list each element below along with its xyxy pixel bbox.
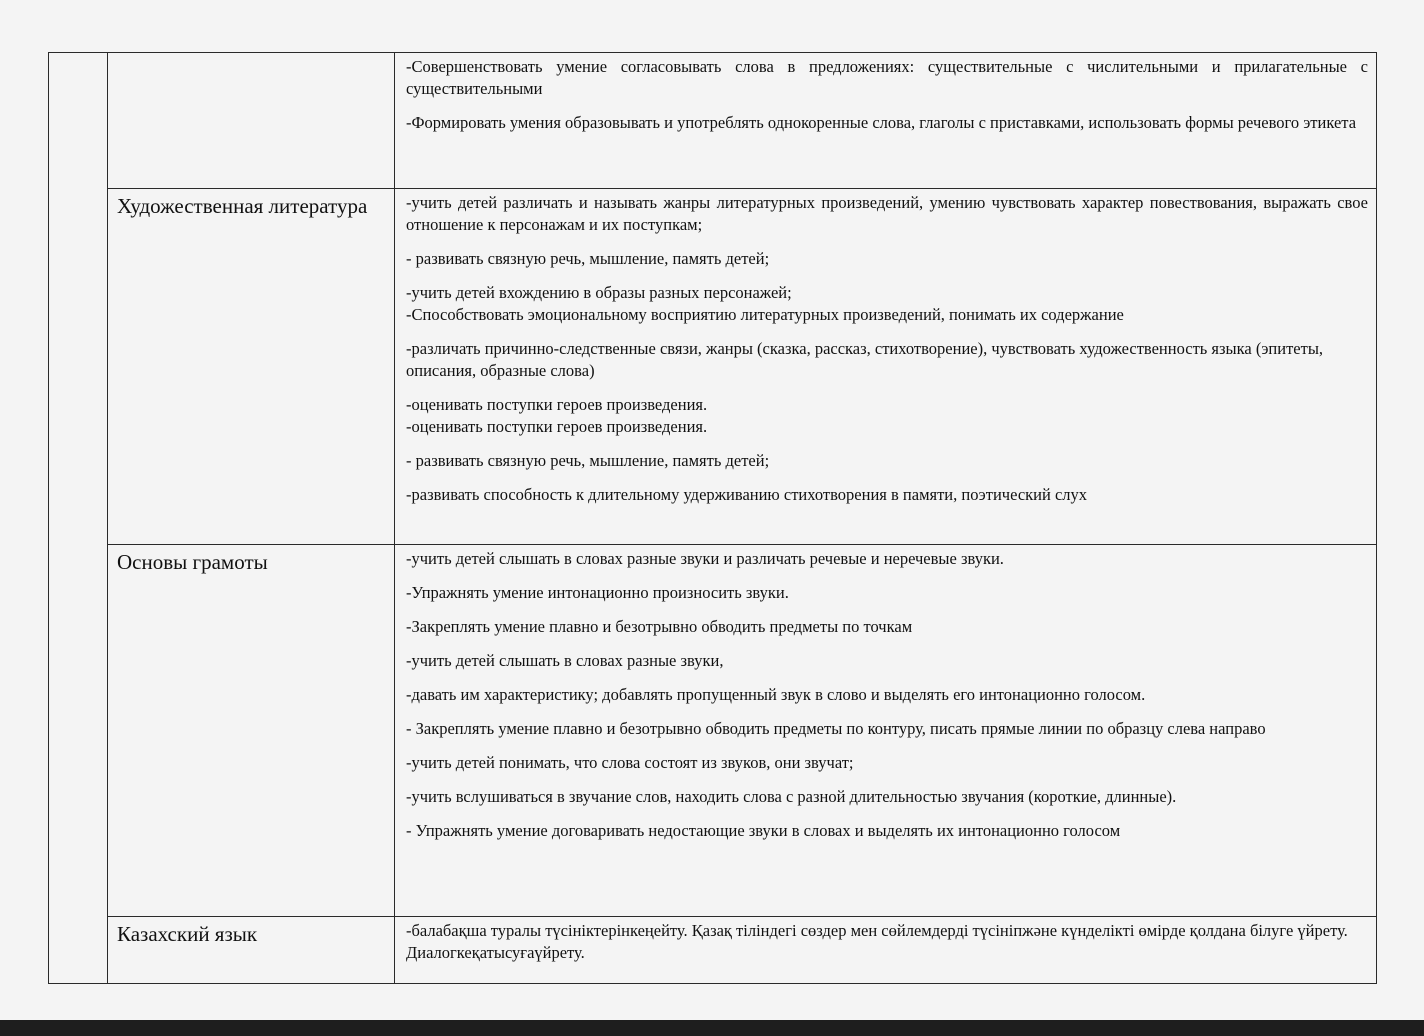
table-row xyxy=(49,53,1377,189)
goal-item: -учить детей различать и называть жанры литературных произведений, умению чувствовать характер повествования, выражать свое отношение к персонажам и их поступкам; xyxy=(406,193,1368,234)
goal-item: -Способствовать эмоциональному восприятию литературных произведений, понимать их содержание xyxy=(406,305,1124,324)
goals-cell xyxy=(395,189,1377,545)
goal-item: -различать причинно-следственные связи, жанры (сказка, рассказ, стихотворение), чувствовать художественность языка (эпитеты, описания, образные слова) xyxy=(406,339,1324,380)
goal-item: - Упражнять умение договаривать недостающие звуки в словах и выделять их интонационно голосом xyxy=(406,821,1121,840)
table-row xyxy=(49,189,1377,545)
goal-item: - развивать связную речь, мышление, память детей; xyxy=(406,249,770,268)
table-row xyxy=(49,545,1377,917)
goal-item: -оценивать поступки героев произведения. xyxy=(406,417,708,436)
table-row xyxy=(49,917,1377,984)
blank-column-cell xyxy=(49,53,108,984)
goal-item: -учить детей слышать в словах разные звуки, xyxy=(406,651,724,670)
subject-cell: Художественная литература xyxy=(108,189,395,545)
goal-item: -балабақша туралы түсініктерінкеңейту. Қазақ тіліндегі сөздер мен сөйлемдерді түсініпжәне күнделікті өмірде қолдана білуге үйрету. Диалогкеқатысуғаүйрету. xyxy=(406,921,1348,962)
subject-cell: Основы грамоты xyxy=(108,545,395,917)
goals-cell xyxy=(395,53,1377,189)
subject-cell: Казахский язык xyxy=(108,917,395,984)
goal-item: -Формировать умения образовывать и употреблять однокоренные слова, глаголы с приставками, использовать формы речевого этикета xyxy=(406,113,1357,132)
goal-item: -учить детей вхождению в образы разных персонажей; xyxy=(406,283,792,302)
goal-item: - Закреплять умение плавно и безотрывно обводить предметы по контуру, писать прямые линии по образцу слева направо xyxy=(406,719,1266,738)
goal-item: -Упражнять умение интонационно произносить звуки. xyxy=(406,583,789,602)
goal-item: -давать им характеристику; добавлять пропущенный звук в слово и выделять его интонационно голосом. xyxy=(406,685,1146,704)
goal-item: -учить детей слышать в словах разные звуки и различать речевые и неречевые звуки. xyxy=(406,549,1004,568)
scan-bottom-edge xyxy=(0,1020,1424,1036)
curriculum-table xyxy=(48,52,1377,984)
goal-item: -развивать способность к длительному удерживанию стихотворения в памяти, поэтический слух xyxy=(406,485,1088,504)
subject-cell xyxy=(108,53,395,189)
goal-item: -оценивать поступки героев произведения. xyxy=(406,395,708,414)
goal-item: -учить детей понимать, что слова состоят из звуков, они звучат; xyxy=(406,753,854,772)
goals-cell xyxy=(395,917,1377,984)
goal-item: -учить вслушиваться в звучание слов, находить слова с разной длительностью звучания (короткие, длинные). xyxy=(406,787,1177,806)
goal-item: -Закреплять умение плавно и безотрывно обводить предметы по точкам xyxy=(406,617,913,636)
goals-cell xyxy=(395,545,1377,917)
goal-item: -Совершенствовать умение согласовывать слова в предложениях: существительные с числительными и прилагательные с существительными xyxy=(406,57,1368,98)
goal-item: - развивать связную речь, мышление, память детей; xyxy=(406,451,770,470)
